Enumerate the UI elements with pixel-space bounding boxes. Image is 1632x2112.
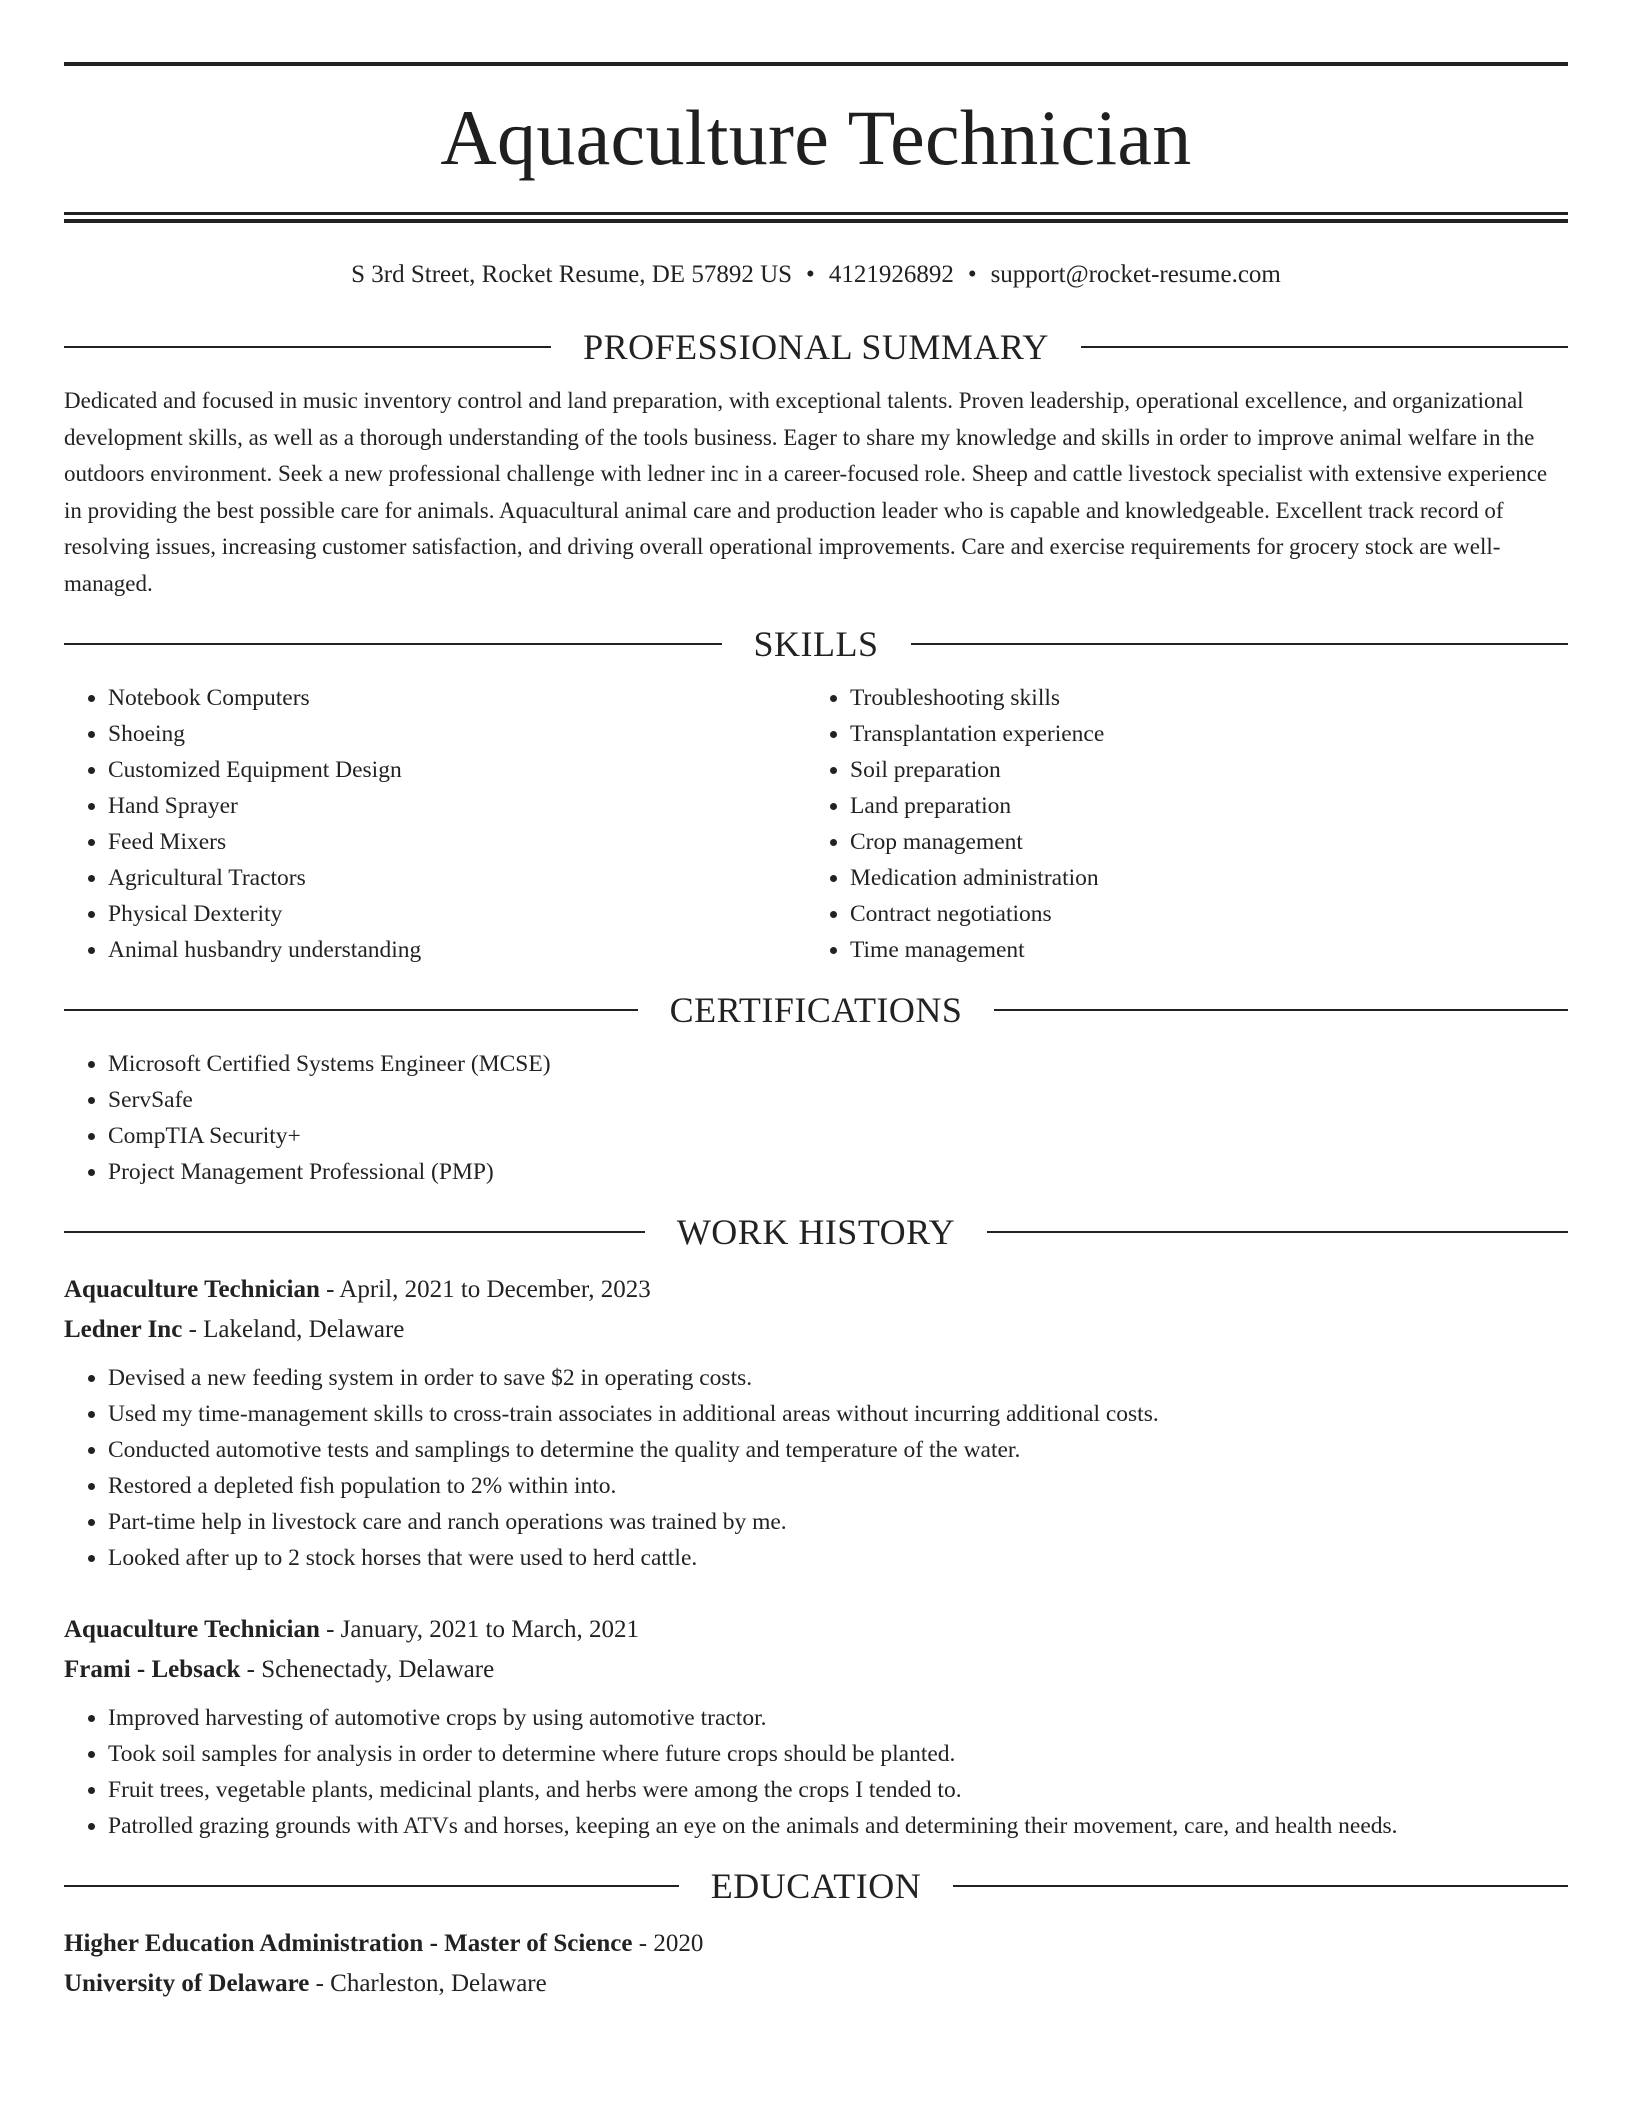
job-duty: • Part-time help in livestock care and ranch operations was trained by me. [108, 1504, 1568, 1540]
certification-item: • CompTIA Security+ [108, 1118, 1568, 1154]
skill-item: • Agricultural Tractors [108, 860, 806, 896]
section-title: EDUCATION [710, 1866, 922, 1906]
job-duty: • Fruit trees, vegetable plants, medicinal plants, and herbs were among the crops I tended to. [108, 1772, 1568, 1808]
job-duty: • Devised a new feeding system in order to save $2 in operating costs. [108, 1360, 1568, 1396]
job-location: - Lakeland, Delaware [182, 1316, 405, 1343]
heading-rule [64, 1009, 638, 1011]
job-entry [64, 1610, 1568, 1844]
skill-item: • Land preparation [850, 788, 1548, 824]
skill-item: • Physical Dexterity [108, 896, 806, 932]
summary-text: Dedicated and focused in music inventory control and land preparation, with exceptional talents. Proven leadership, operational excellence, and organizational development skills, as well as a thorough understanding of the tools business. Eager to share my knowledge and skills in order to improve animal welfare in the outdoors environment. Seek a new professional challenge with ledner inc in a career-focused role. Sheep and cattle livestock specialist with extensive experience in providing the best possible care for animals. Aquacultural animal care and production leader who is capable and knowledgeable. Excellent track record of resolving issues, increasing customer satisfaction, and driving overall operational improvements. Care and exercise requirements for grocery stock are well-managed. [64, 388, 1548, 596]
skill-item: • Transplantation experience [850, 716, 1548, 752]
job-company: Ledner Inc [64, 1316, 183, 1343]
job-duty: • Conducted automotive tests and samplings to determine the quality and temperature of the water. [108, 1432, 1568, 1468]
skill-item: • Contract negotiations [850, 896, 1548, 932]
section-title: CERTIFICATIONS [669, 990, 963, 1030]
certifications-list-wrap [64, 1046, 1568, 1190]
job-duty: • Patrolled grazing grounds with ATVs and horses, keeping an eye on the animals and determining their movement, care, and health needs. [108, 1808, 1568, 1844]
skill-item: • Hand Sprayer [108, 788, 806, 824]
education-school: University of Delaware [64, 1970, 310, 1997]
job-location: - Schenectady, Delaware [240, 1656, 495, 1683]
heading-rule [911, 643, 1569, 645]
top-rule [64, 62, 1568, 66]
heading-rule [64, 346, 551, 348]
job-duty: • Looked after up to 2 stock horses that were used to herd cattle. [108, 1540, 1568, 1576]
job-duties [64, 1700, 1568, 1844]
heading-rule [1081, 346, 1568, 348]
heading-rule [64, 1885, 679, 1887]
skill-item: • Animal husbandry understanding [108, 932, 806, 968]
skill-item: • Medication administration [850, 860, 1548, 896]
skill-item: • Soil preparation [850, 752, 1548, 788]
section-heading-education [64, 1864, 1568, 1908]
section-heading-work [64, 1210, 1568, 1254]
education-location: - Charleston, Delaware [309, 1970, 547, 1997]
skill-item: • Notebook Computers [108, 680, 806, 716]
job-entry [64, 1270, 1568, 1576]
job-title: Aquaculture Technician [64, 1276, 320, 1303]
heading-rule [987, 1231, 1568, 1233]
section-title: WORK HISTORY [676, 1212, 956, 1252]
job-duties [64, 1360, 1568, 1576]
job-duty: • Took soil samples for analysis in order to determine where future crops should be planted. [108, 1736, 1568, 1772]
education-degree-line [64, 1924, 1568, 1964]
skill-item: • Feed Mixers [108, 824, 806, 860]
skills-list-left [64, 680, 806, 968]
skills-columns [64, 680, 1568, 968]
job-duty: • Used my time-management skills to cross-train associates in additional areas without incurring additional costs. [108, 1396, 1568, 1432]
job-company: Frami - Lebsack [64, 1656, 241, 1683]
contact-email: support@rocket-resume.com [990, 261, 1281, 288]
contact-address: S 3rd Street, Rocket Resume, DE 57892 US [351, 261, 793, 288]
education-entry [64, 1924, 1568, 2004]
resume-page [64, 0, 1568, 2004]
contact-phone: 4121926892 [828, 261, 954, 288]
skill-item: • Troubleshooting skills [850, 680, 1548, 716]
job-duty: • Improved harvesting of automotive crops by using automotive tractor. [108, 1700, 1568, 1736]
section-heading-summary [64, 325, 1568, 369]
skills-column-right [806, 680, 1548, 968]
heading-rule [64, 643, 722, 645]
job-duty: • Restored a depleted fish population to 2% within into. [108, 1468, 1568, 1504]
job-title-line [64, 1270, 1568, 1310]
contact-separator: • [806, 261, 815, 288]
certification-item: • Project Management Professional (PMP) [108, 1154, 1568, 1190]
heading-rule [953, 1885, 1568, 1887]
skill-item: • Crop management [850, 824, 1548, 860]
education-school-line [64, 1964, 1568, 2004]
contact-separator: • [967, 261, 977, 288]
skills-column-left [64, 680, 806, 968]
job-company-line [64, 1650, 1568, 1690]
section-heading-skills [64, 622, 1568, 666]
job-title-line [64, 1610, 1568, 1650]
skill-item: • Customized Equipment Design [108, 752, 806, 788]
job-dates: - April, 2021 to December, 2023 [319, 1276, 651, 1303]
resume-title: Aquaculture Technician [440, 94, 1192, 181]
skill-item: • Time management [850, 932, 1548, 968]
section-heading-certifications [64, 988, 1568, 1032]
section-title: SKILLS [753, 624, 879, 664]
heading-rule [994, 1009, 1568, 1011]
education-year: - 2020 [632, 1930, 704, 1957]
section-title: PROFESSIONAL SUMMARY [583, 327, 1049, 367]
skill-item: • Shoeing [108, 716, 806, 752]
contact-line [64, 259, 1568, 291]
title-double-rule [64, 212, 1568, 223]
certification-item: • ServSafe [108, 1082, 1568, 1118]
job-company-line [64, 1310, 1568, 1350]
certifications-list [64, 1046, 1568, 1190]
job-dates: - January, 2021 to March, 2021 [319, 1616, 639, 1643]
skills-list-right [806, 680, 1548, 968]
education-degree: Higher Education Administration - Master of Science [64, 1930, 633, 1957]
heading-rule [64, 1231, 645, 1233]
certification-item: • Microsoft Certified Systems Engineer (MCSE) [108, 1046, 1568, 1082]
job-title: Aquaculture Technician [64, 1616, 320, 1643]
